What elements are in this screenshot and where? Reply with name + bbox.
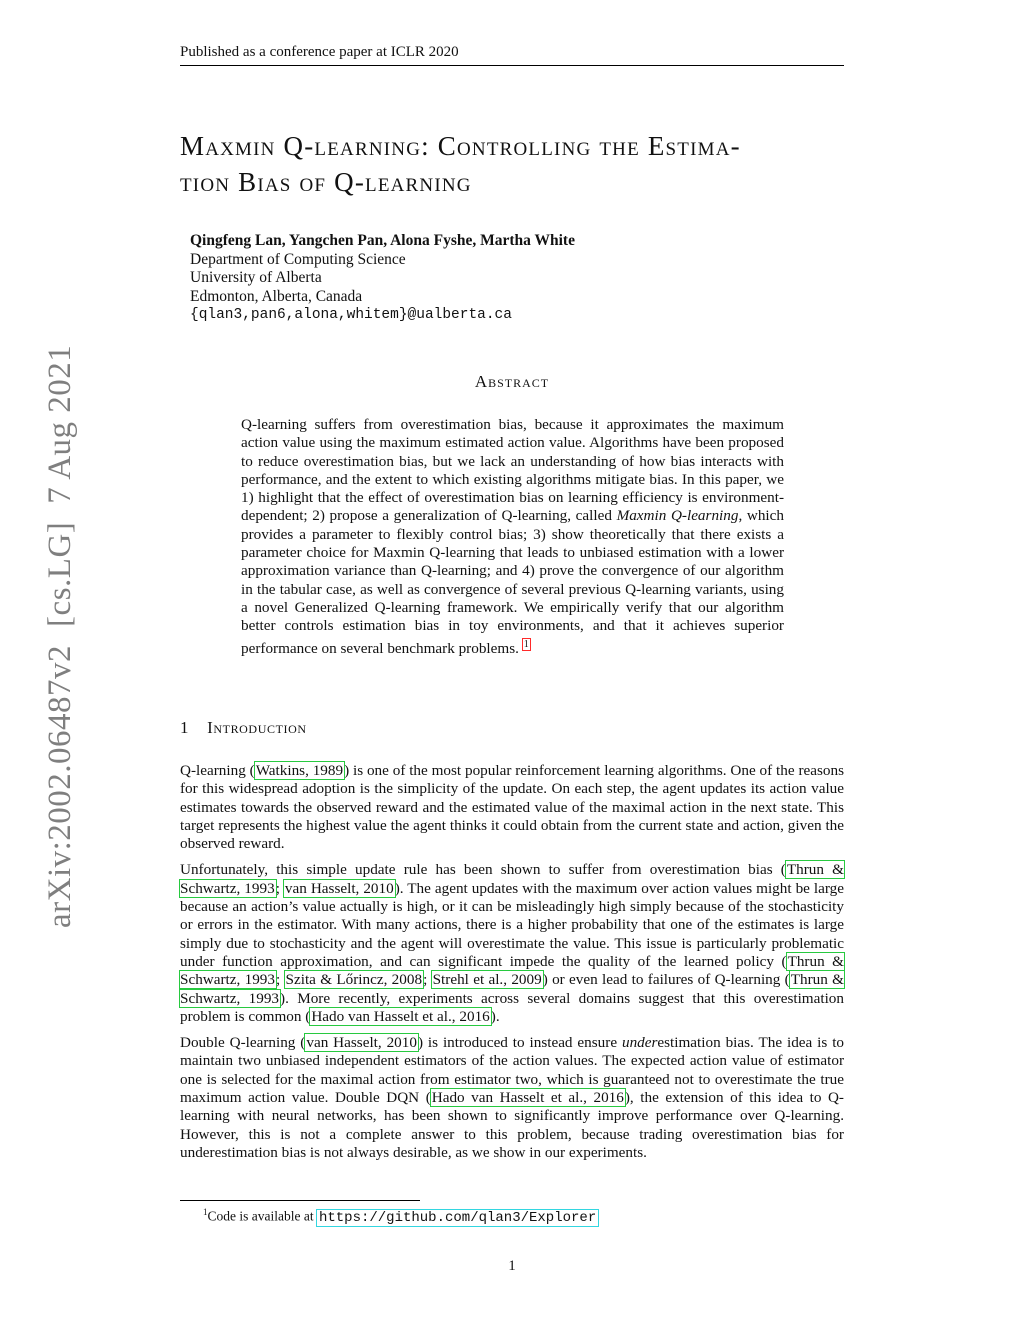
footnote-mark: 1	[203, 1207, 208, 1217]
citation-link[interactable]: Thrun & Schwartz, 1993	[180, 861, 844, 897]
citation-link[interactable]: Watkins, 1989	[255, 762, 344, 779]
abstract-emphasis: Maxmin Q-learning	[616, 507, 739, 525]
citation-link[interactable]: van Hasselt, 2010	[306, 1034, 417, 1052]
citation-link[interactable]: Hado van Hasselt et al., 2016	[431, 1089, 624, 1107]
text-span: estimation bias. The idea is to maintain two unbiased independent estimators of the action values. The expected action value of estimator one is selected for the maximal action from estimator two, which is guaranteed not to overestimate the true maximum action value. Double DQN (	[180, 1034, 845, 1107]
footnote-text: Code is available at	[207, 1208, 317, 1224]
text-span: ). More recently, experiments across several domains suggest that this overestimation problem is common (	[180, 989, 844, 1025]
citation-link[interactable]: Hado van Hasselt et al., 2016	[311, 1007, 490, 1025]
text-span: Double Q-learning (	[180, 1034, 306, 1052]
author-university: University of Alberta	[190, 269, 322, 287]
author-block	[190, 232, 575, 325]
emphasis: under	[621, 1034, 658, 1052]
paragraph-2	[180, 861, 844, 1026]
footnote-rule	[180, 1200, 420, 1201]
text-span: ), the extension of this idea to Q-learning with neural networks, has been shown to significantly improve performance over Q-learning. However, this is not a complete answer to this problem, because trading overestimation bias for underestimation bias is not always desirable, as we show in our experiments.	[180, 1089, 844, 1161]
paper-title	[180, 128, 860, 200]
running-header: Published as a conference paper at ICLR 2020	[180, 44, 459, 60]
header-rule	[180, 65, 844, 66]
author-location: Edmonton, Alberta, Canada	[190, 287, 363, 305]
section-number: 1	[180, 718, 190, 737]
citation-link[interactable]: Thrun & Schwartz, 1993	[180, 971, 844, 1007]
page-number: 1	[508, 1258, 516, 1274]
citation-link[interactable]: Thrun & Schwartz, 1993	[180, 952, 844, 989]
citation-link[interactable]: van Hasselt, 2010	[284, 879, 394, 897]
author-email[interactable]: {qlan3,pan6,alona,whitem}@ualberta.ca	[190, 307, 512, 324]
section-heading	[180, 718, 307, 738]
text-span: ;	[423, 971, 432, 989]
code-url-link[interactable]: https://github.com/qlan3/Explorer	[318, 1209, 597, 1226]
arxiv-id: arXiv:2002.06487v2	[42, 644, 78, 928]
text-span: ).	[490, 1007, 500, 1025]
text-span: ) is introduced to instead ensure	[417, 1034, 622, 1052]
abstract-heading: Abstract	[474, 372, 550, 391]
footnote	[203, 1207, 598, 1226]
paragraph-3	[180, 1034, 844, 1162]
title-line-1: Maxmin Q-learning: Controlling the Estima-	[180, 131, 741, 161]
arxiv-date: 7 Aug 2021	[42, 344, 78, 504]
abstract-part-2: , which provides a parameter to flexibly control bias; 3) show theoretically that there exists a parameter choice for Maxmin Q-learning that leads to unbiased estimation with a lower approximation variance than Q-learning; and 4) prove the convergence of our algorithm in the tabular case, as well as convergence of several previous Q-learning variants, using a novel Generalized Q-learning framework. We empirically verify that our algorithm better controls estimation bias in toy environments, and that it achieves superior performance on several benchmark problems.	[241, 507, 784, 657]
author-names: Qingfeng Lan, Yangchen Pan, Alona Fyshe, Martha White	[190, 232, 575, 249]
citation-link[interactable]: Strehl et al., 2009	[432, 971, 542, 989]
text-span: ) is one of the most popular reinforcement learning algorithms. One of the reasons for this widespread adoption is the simplicity of the update. On each step, the agent updates its action value estimates towards the observed reward and the estimated value of the maximal action in the next state. This target represents the highest value the agent thinks it could obtain from the current state and action, given the observed reward.	[180, 762, 844, 853]
text-span: Unfortunately, this simple update rule has been shown to suffer from overestimation bias (	[180, 861, 786, 879]
arxiv-category: [cs.LG]	[42, 521, 78, 627]
section-title: Introduction	[207, 718, 307, 737]
text-span: ) or even lead to failures of Q-learning (	[542, 971, 790, 989]
abstract-part-1: Q-learning suffers from overestimation bias, because it approximates the maximum action value using the maximum estimated action value. Algorithms have been proposed to reduce overestimation bias, but we lack an understanding of how bias interacts with performance, and the extent to which existing algorithms mitigate bias. In this paper, we 1) highlight that the effect of overestimation bias on learning efficiency is environment-dependent; 2) propose a generalization of Q-learning, called	[241, 416, 784, 525]
body-text	[180, 762, 844, 1170]
author-department: Department of Computing Science	[190, 250, 406, 268]
abstract-text	[241, 416, 784, 658]
text-span: Q-learning (	[180, 762, 255, 779]
arxiv-stamp	[42, 327, 79, 928]
citation-link[interactable]: Szita & Lőrincz, 2008	[285, 971, 423, 989]
footnote-link[interactable]: 1	[523, 638, 529, 650]
text-span: ;	[275, 879, 284, 897]
paragraph-1	[180, 762, 844, 853]
title-line-2: tion Bias of Q-learning	[180, 167, 472, 197]
text-span: ;	[276, 971, 285, 989]
text-span: ). The agent updates with the maximum over action values might be large because an action’s value actually is high, or it can be misleadingly high simply because of the stochasticity or errors in the estimator. With many actions, there is a higher probability that one of the estimates is large simply due to stochasticity and the agent will overestimate the value. This issue is particularly problematic under function approximation, and can significant impede the quality of the learned policy (	[180, 879, 844, 970]
